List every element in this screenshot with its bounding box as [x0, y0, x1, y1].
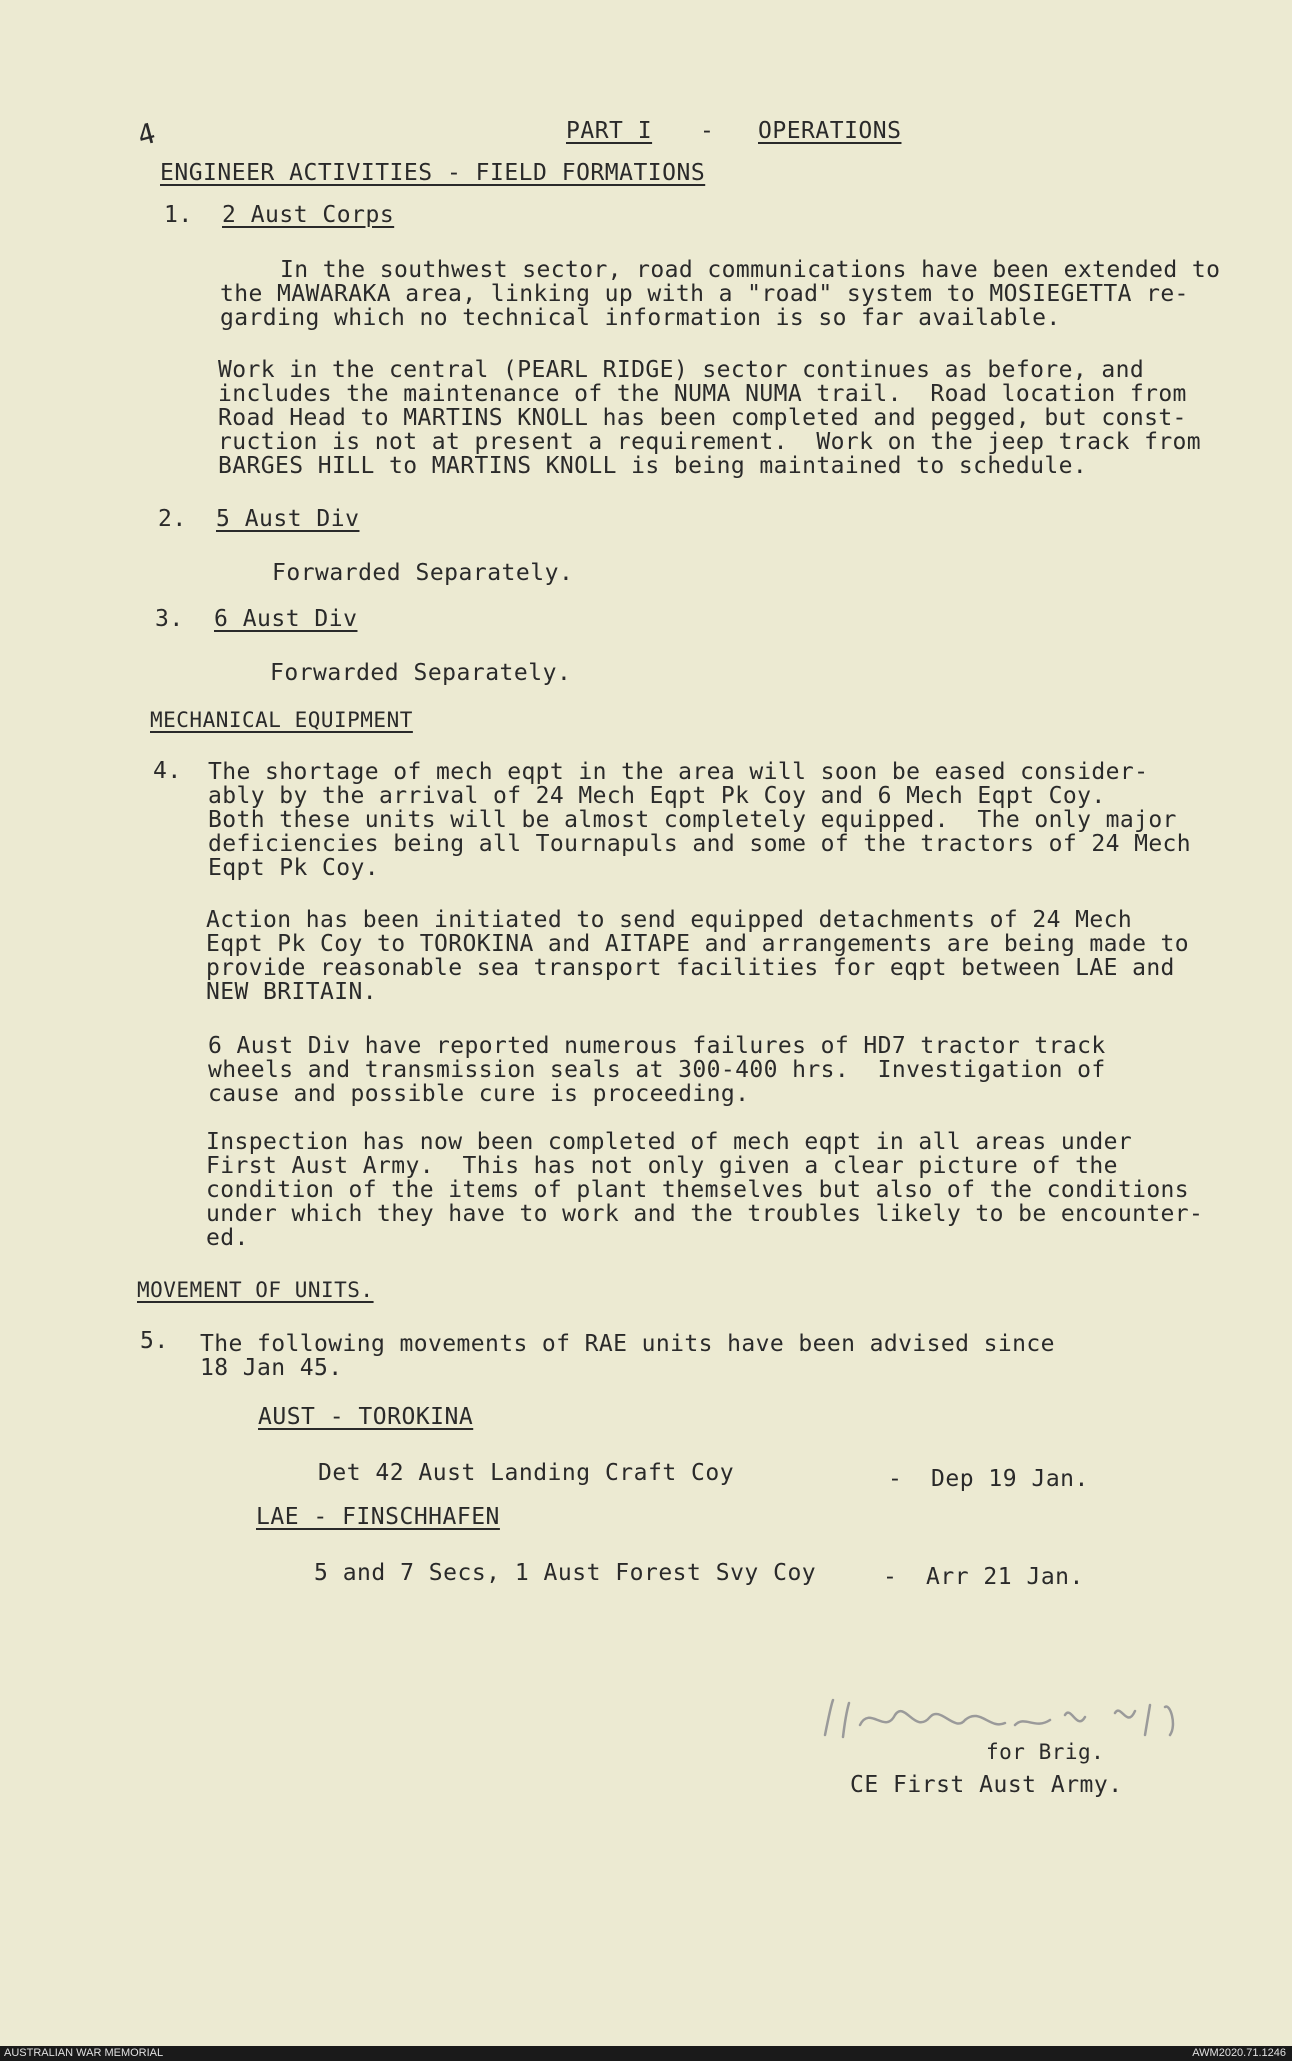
mech-paragraph-3: 6 Aust Div have reported numerous failures of HD7 tractor track wheels and transmission seals at 300-400 hrs. Investigation of cause and possible cure is proceeding. — [208, 1033, 1106, 1107]
route-2-unit: 5 and 7 Secs, 1 Aust Forest Svy Coy — [314, 1560, 817, 1586]
route-1-date: - Dep 19 Jan. — [888, 1466, 1089, 1492]
item-2-text: Forwarded Separately. — [272, 560, 574, 586]
route-2-heading: LAE - FINSCHHAFEN — [256, 1504, 500, 1530]
footer-reference: AWM2020.71.1246 — [1192, 2047, 1286, 2059]
page-mark: 4 — [134, 116, 160, 153]
mech-paragraph-4: Inspection has now been completed of mech eqpt in all areas under First Aust Army. This has not only given a clear picture of the condition of the items of plant themselves but also of the conditions under which they have to work and the troubles likely to be encounter- ed. — [206, 1129, 1204, 1251]
signature-position: CE First Aust Army. — [850, 1772, 1123, 1798]
header-dash: - — [700, 118, 715, 144]
corps-paragraph-1: In the southwest sector, road communications have been extended to the MAWARAKA area, linking up with a "road" system to MOSIEGETTA re- garding which no technical information is so far available. — [220, 257, 1221, 331]
mech-paragraph-1: The shortage of mech eqpt in the area will soon be eased consider- ably by the arrival of 24 Mech Eqpt Pk Coy and 6 Mech Eqpt Coy. Both these units will be almost completely equipped. The only major deficiencies being all Tournapuls and some of the tractors of 24 Mech Eqpt Pk Coy. — [208, 759, 1192, 881]
item-2-title: 5 Aust Div — [216, 506, 360, 532]
footer-bar — [0, 2046, 1292, 2061]
section-heading-movement: MOVEMENT OF UNITS. — [137, 1278, 374, 1302]
section-heading-mechanical: MECHANICAL EQUIPMENT — [150, 708, 413, 732]
item-1-number: 1. — [164, 202, 193, 228]
signature-rank: for Brig. — [986, 1740, 1105, 1764]
section-heading-engineer: ENGINEER ACTIVITIES - FIELD FORMATIONS — [160, 160, 706, 186]
item-3-number: 3. — [155, 606, 184, 632]
item-3-title: 6 Aust Div — [214, 606, 358, 632]
part-label: PART I — [566, 118, 653, 144]
route-1-unit: Det 42 Aust Landing Craft Coy — [318, 1460, 735, 1486]
item-1-title: 2 Aust Corps — [222, 202, 395, 228]
page-title: OPERATIONS — [758, 118, 902, 144]
mech-paragraph-2: Action has been initiated to send equipped detachments of 24 Mech Eqpt Pk Coy to TOROKINA and AITAPE and arrangements are being made to provide reasonable sea transport facilities for eqpt between LAE and NEW BRITAIN. — [206, 907, 1190, 1005]
route-2-date: - Arr 21 Jan. — [883, 1564, 1084, 1590]
corps-paragraph-2: Work in the central (PEARL RIDGE) sector continues as before, and includes the maintenance of the NUMA NUMA trail. Road location from Road Head to MARTINS KNOLL has been completed and pegged, but const- ruction is not at present a requirement. Work on the jeep track from BARGES HILL to MARTINS KNOLL is being maintained to schedule. — [218, 357, 1202, 479]
handwritten-signature — [815, 1695, 1235, 1745]
movement-intro: The following movements of RAE units have been advised since 18 Jan 45. — [200, 1331, 1055, 1381]
item-3-text: Forwarded Separately. — [270, 660, 572, 686]
footer-archive-name: AUSTRALIAN WAR MEMORIAL — [4, 2047, 164, 2059]
item-5-number: 5. — [140, 1328, 169, 1354]
item-2-number: 2. — [158, 506, 187, 532]
item-4-number: 4. — [153, 758, 182, 784]
route-1-heading: AUST - TOROKINA — [258, 1404, 474, 1430]
